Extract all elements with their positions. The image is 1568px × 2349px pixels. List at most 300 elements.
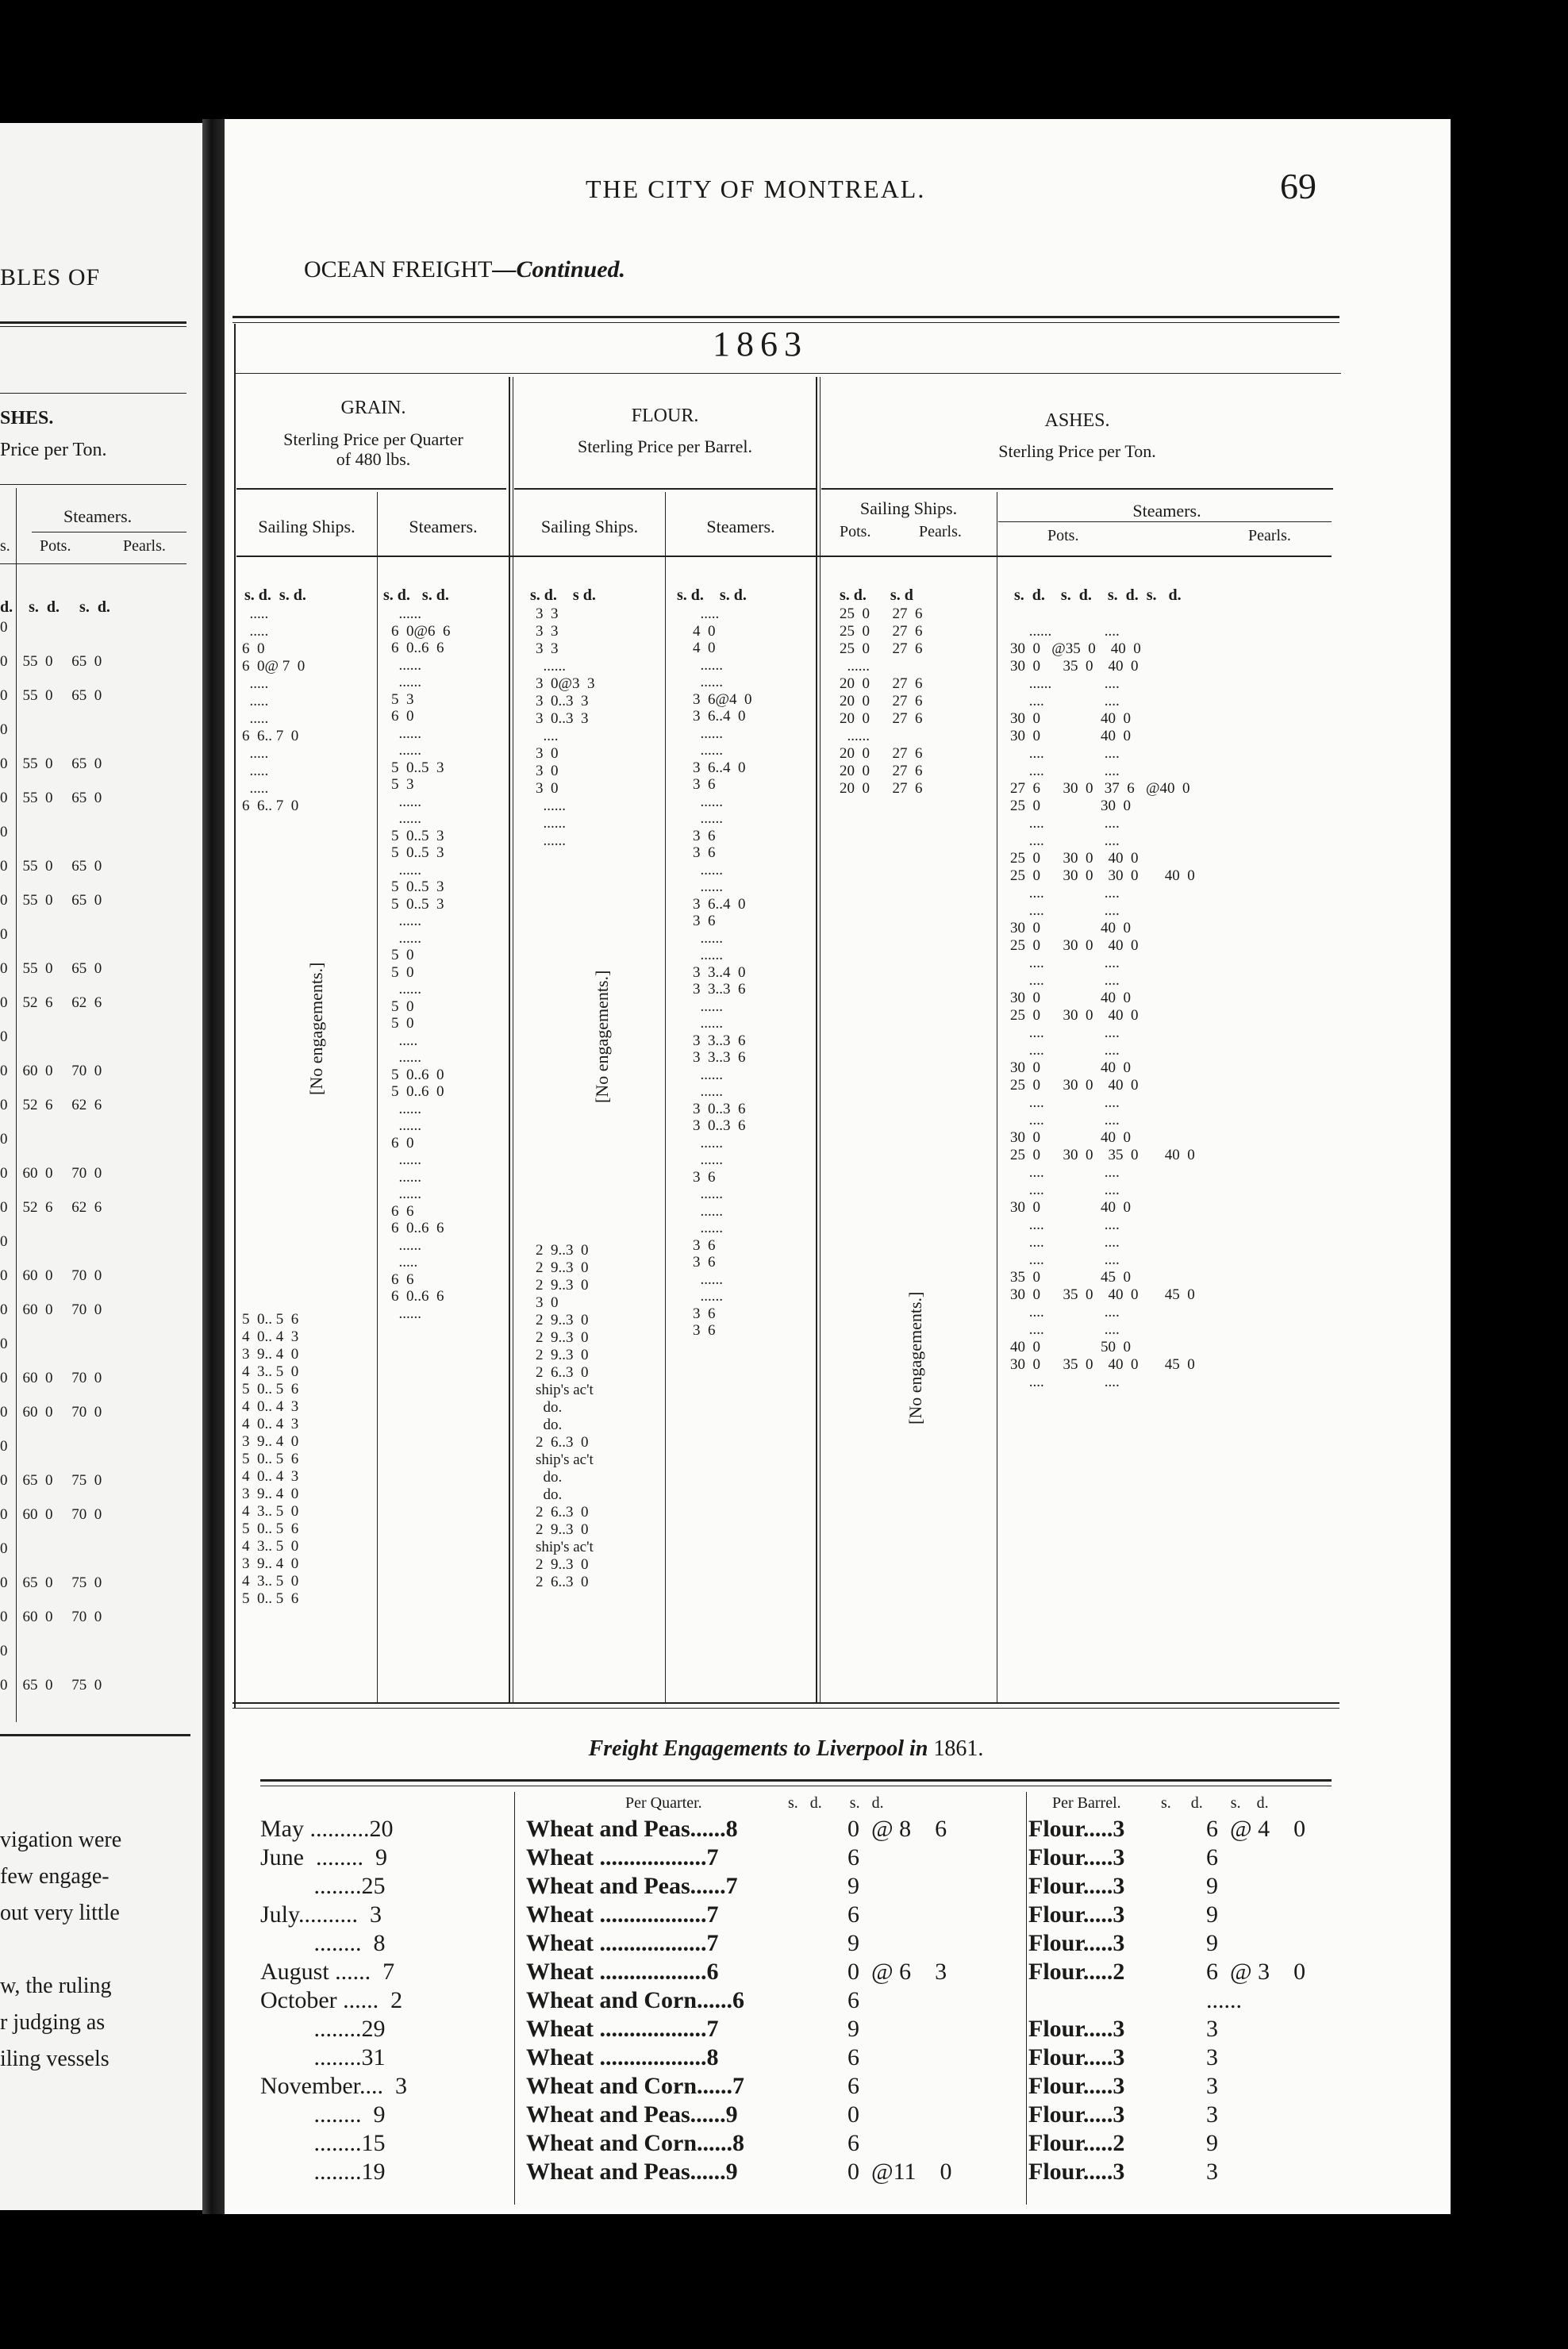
- table-cell: ......: [693, 1202, 723, 1220]
- table-cell: 3 3: [536, 640, 559, 657]
- table-cell: 3 6: [693, 776, 716, 793]
- table-cell: 3 6..4 0: [693, 708, 746, 725]
- table-cell: ......: [693, 878, 723, 895]
- table-cell: 35 0 45 0: [1010, 1269, 1131, 1286]
- table-cell: 0 65 0 75 0: [0, 1677, 102, 1694]
- table-cell: 0 55 0 65 0: [0, 755, 102, 772]
- freight-fprice-cell: 3: [1206, 2073, 1218, 2099]
- table-cell: .... ....: [1010, 955, 1120, 971]
- grain-steamers-header: Steamers.: [409, 517, 478, 536]
- table-cell: 2 9..3 0: [536, 1259, 589, 1276]
- left-pearls: Pearls.: [123, 537, 166, 555]
- table-cell: 30 0 40 0: [1010, 990, 1131, 1006]
- table-cell: 4 0.. 4 3: [242, 1398, 299, 1415]
- table-cell: 4 3.. 5 0: [242, 1503, 299, 1520]
- ashes-steam-sd: s. d. s. d. s. d. s. d.: [1014, 586, 1182, 604]
- table-cell: 25 0 30 0 40 0: [1010, 1077, 1139, 1094]
- table-cell: 3 0: [536, 1294, 559, 1311]
- grain-title: GRAIN.: [340, 398, 406, 418]
- table-cell: 30 0 40 0: [1010, 710, 1131, 727]
- freight-date-cell: ........15: [260, 2130, 386, 2156]
- table-cell: .....: [242, 745, 269, 762]
- grain-no-engagements: [No engagements.]: [306, 962, 326, 1095]
- freight-fprice-cell: 9: [1206, 2130, 1218, 2156]
- table-cell: .... ....: [1010, 1094, 1120, 1111]
- table-cell: .....: [391, 1032, 418, 1049]
- ashes-steam-pearls: Pearls.: [1248, 527, 1291, 544]
- table-cell: 0 52 6 62 6: [0, 994, 102, 1011]
- table-cell: ......: [536, 798, 566, 814]
- table-cell: .... ....: [1010, 815, 1120, 832]
- table-cell: .... ....: [1010, 763, 1120, 779]
- table-cell: 25 0 30 0 40 0: [1010, 937, 1139, 954]
- ashes-no-engagements: [No engagements.]: [905, 1291, 925, 1424]
- freight-price-cell: 9: [847, 1873, 859, 1899]
- table-cell: out very little: [0, 1901, 120, 1925]
- table-cell: ......: [693, 1134, 723, 1151]
- freight-fprice-cell: ......: [1206, 1987, 1242, 2013]
- grain-steam-sd: s. d. s. d.: [383, 586, 449, 604]
- table-cell: 25 0 27 6: [840, 623, 923, 640]
- table-cell: ......: [693, 742, 723, 759]
- freight-price-cell: 6: [847, 2044, 859, 2070]
- freight-fprice-cell: 6 @ 4 0: [1206, 1816, 1306, 1842]
- ashes-title: ASHES.: [1044, 410, 1110, 431]
- table-cell: r judging as: [0, 2010, 106, 2035]
- table-cell: 3 6: [693, 1322, 716, 1339]
- table-cell: do.: [536, 1486, 563, 1503]
- table-cell: 0 55 0 65 0: [0, 790, 102, 806]
- table-cell: 5 0..6 0: [391, 1066, 444, 1083]
- freight-date-cell: July.......... 3: [260, 1901, 382, 1928]
- freight-date-cell: November.... 3: [260, 2073, 407, 2099]
- table-cell: 2 6..3 0: [536, 1504, 589, 1521]
- flour-no-engagements: [No engagements.]: [592, 970, 612, 1103]
- freight-price-cell: 0: [847, 2101, 859, 2128]
- table-cell: 4 0: [693, 640, 716, 656]
- table-year: 1863: [713, 325, 808, 363]
- table-cell: ......: [391, 810, 421, 827]
- table-cell: 0: [0, 1028, 8, 1045]
- table-cell: 5 0.. 5 6: [242, 1451, 299, 1467]
- table-cell: .... ....: [1010, 1217, 1120, 1233]
- table-cell: ......: [391, 1151, 421, 1168]
- table-cell: 6 0@6 6: [391, 622, 451, 640]
- table-cell: 6 6: [391, 1202, 414, 1220]
- table-cell: .....: [242, 675, 269, 692]
- freight-price-cell: 6: [847, 1901, 859, 1928]
- table-cell: 6 0: [391, 708, 414, 725]
- freight-date-cell: ........29: [260, 2016, 386, 2042]
- freight-price-cell: 6: [847, 2073, 859, 2099]
- table-cell: 3 3..3 6: [693, 1032, 746, 1049]
- freight-date-cell: ........25: [260, 1873, 386, 1899]
- table-cell: .... ....: [1010, 832, 1120, 849]
- table-cell: 3 6..4 0: [693, 759, 746, 776]
- table-cell: 6 0@ 7 0: [242, 658, 306, 675]
- table-cell: 0 65 0 75 0: [0, 1472, 102, 1489]
- left-sd-row: d. s. d. s. d.: [0, 598, 110, 616]
- table-cell: .... ....: [1010, 1321, 1120, 1338]
- freight-fprice-cell: 9: [1206, 1901, 1218, 1928]
- flour-subtitle: Sterling Price per Barrel.: [578, 436, 752, 456]
- table-cell: ......: [391, 1305, 421, 1322]
- flour-sail-sd: s. d. s d.: [530, 586, 596, 604]
- freight-date-cell: August ...... 7: [260, 1959, 395, 1985]
- table-cell: ......: [391, 742, 421, 759]
- ashes-sail-sd: s. d. s. d: [840, 586, 913, 604]
- table-cell: .....: [242, 710, 269, 727]
- table-cell: 30 0 40 0: [1010, 1129, 1131, 1146]
- left-steamers: Steamers.: [63, 506, 133, 526]
- table-cell: 0 55 0 65 0: [0, 892, 102, 909]
- table-cell: 5 0.. 5 6: [242, 1311, 299, 1328]
- table-cell: 27 6 30 0 37 6 @40 0: [1010, 780, 1190, 797]
- table-cell: 6 0: [242, 640, 265, 657]
- table-cell: 20 0 27 6: [840, 780, 923, 797]
- ashes-subtitle: Sterling Price per Ton.: [998, 441, 1156, 461]
- table-cell: .... ....: [1010, 1234, 1120, 1251]
- table-cell: ......: [391, 606, 421, 622]
- freight-fprice-cell: 6: [1206, 1844, 1218, 1870]
- table-cell: 6 0: [391, 1134, 414, 1151]
- table-cell: 30 0 35 0 40 0 45 0: [1010, 1356, 1195, 1373]
- table-cell: 6 0..6 6: [391, 1220, 444, 1236]
- table-cell: 0 52 6 62 6: [0, 1097, 102, 1113]
- grain-sailing-header: Sailing Ships.: [258, 517, 355, 536]
- grain-subtitle: Sterling Price per Quarter: [283, 429, 463, 449]
- freight-fprice-cell: 3: [1206, 2044, 1218, 2070]
- table-cell: 40 0 50 0: [1010, 1339, 1131, 1355]
- table-cell: 25 0 30 0 30 0 40 0: [1010, 867, 1195, 884]
- freight-cargo-cell: Wheat ..................8: [526, 2044, 719, 2070]
- table-cell: ......: [693, 1015, 723, 1032]
- table-cell: 25 0 30 0 40 0: [1010, 1007, 1139, 1024]
- table-cell: ......: [391, 725, 421, 742]
- table-cell: 30 0 40 0: [1010, 1059, 1131, 1076]
- table-cell: 3 9.. 4 0: [242, 1555, 299, 1572]
- table-cell: ......: [693, 1186, 723, 1202]
- table-cell: 30 0 35 0 40 0 45 0: [1010, 1286, 1195, 1303]
- table-cell: 25 0 30 0 35 0 40 0: [1010, 1147, 1195, 1163]
- freight-date-cell: ........31: [260, 2044, 386, 2070]
- table-cell: ......: [391, 1168, 421, 1186]
- table-cell: ......: [391, 981, 421, 998]
- table-cell: .... ....: [1010, 693, 1120, 709]
- table-cell: 3 3..3 6: [693, 1049, 746, 1066]
- table-cell: ......: [536, 832, 566, 849]
- table-cell: ......: [693, 1288, 723, 1305]
- freight-flour-cell: Flour.....3: [1028, 2044, 1125, 2070]
- table-cell: ......: [693, 861, 723, 878]
- table-cell: ......: [391, 1117, 421, 1134]
- table-cell: 3 0..3 3: [536, 693, 589, 709]
- table-cell: ......: [693, 656, 723, 674]
- table-cell: 0 60 0 70 0: [0, 1506, 102, 1523]
- flour-steamers-header: Steamers.: [706, 517, 775, 536]
- table-cell: 3 0..3 3: [536, 710, 589, 727]
- table-cell: 3 6: [693, 827, 716, 844]
- freight-price-cell: 6: [847, 1987, 859, 2013]
- table-cell: 20 0 27 6: [840, 693, 923, 709]
- table-cell: do.: [536, 1417, 563, 1433]
- table-cell: .....: [693, 606, 720, 622]
- table-cell: 0 55 0 65 0: [0, 858, 102, 875]
- table-cell: 2 9..3 0: [536, 1312, 589, 1328]
- table-cell: ship's ac't: [536, 1382, 594, 1398]
- table-cell: 3 6: [693, 1168, 716, 1186]
- table-cell: 3 6: [693, 913, 716, 929]
- table-cell: 0: [0, 926, 8, 943]
- table-cell: ......: [840, 728, 870, 744]
- flour-sailing-header: Sailing Ships.: [540, 517, 639, 536]
- freight-flour-cell: Flour.....3: [1028, 2073, 1125, 2099]
- table-cell: ship's ac't: [536, 1539, 594, 1555]
- freight-price-cell: 0 @ 8 6: [847, 1816, 947, 1842]
- table-cell: 5 0..6 0: [391, 1083, 444, 1100]
- table-cell: 5 0: [391, 1015, 414, 1032]
- freight-cargo-cell: Wheat and Peas......9: [526, 2101, 738, 2128]
- freight-price-cell: 0 @ 6 3: [847, 1959, 947, 1985]
- table-cell: ......: [840, 658, 870, 675]
- table-cell: 0 60 0 70 0: [0, 1404, 102, 1421]
- freight-flour-cell: Flour.....3: [1028, 1901, 1125, 1928]
- table-cell: ......: [536, 658, 566, 675]
- table-cell: 0 55 0 65 0: [0, 687, 102, 704]
- table-cell: 3 6..4 0: [693, 895, 746, 913]
- table-cell: do.: [536, 1399, 563, 1416]
- freight-price-cell: 6: [847, 1844, 859, 1870]
- freight-cargo-cell: Wheat and Corn......8: [526, 2130, 745, 2156]
- table-cell: .... ....: [1010, 1251, 1120, 1268]
- table-cell: vigation were: [0, 1828, 122, 1852]
- table-cell: .... ....: [1010, 972, 1120, 989]
- table-cell: 3 0: [536, 780, 559, 797]
- table-cell: 20 0 27 6: [840, 710, 923, 727]
- freight-flour-cell: Flour.....3: [1028, 1844, 1125, 1870]
- previous-page: [0, 123, 202, 2210]
- flour-title: FLOUR.: [631, 406, 699, 426]
- table-cell: 0 60 0 70 0: [0, 1267, 102, 1284]
- table-cell: 3 0..3 6: [693, 1100, 746, 1117]
- table-cell: 3 0@3 3: [536, 675, 595, 692]
- table-cell: 3 6: [693, 844, 716, 861]
- table-cell: 25 0 30 0: [1010, 798, 1131, 814]
- table-cell: ......: [693, 1271, 723, 1288]
- table-cell: .....: [391, 1254, 418, 1271]
- freight-flour-cell: Flour.....3: [1028, 2159, 1125, 2185]
- table-cell: .... ....: [1010, 1112, 1120, 1128]
- table-cell: 4 0: [693, 622, 716, 640]
- table-cell: 0: [0, 1336, 8, 1352]
- table-cell: 0 65 0 75 0: [0, 1574, 102, 1591]
- freight-flour-cell: Flour.....2: [1028, 1959, 1125, 1985]
- ashes-sailing-header: Sailing Ships.: [859, 498, 958, 518]
- table-cell: few engage-: [0, 1864, 110, 1889]
- ashes-sail-pearls: Pearls.: [919, 523, 962, 540]
- table-cell: 5 0: [391, 998, 414, 1015]
- table-cell: 2 9..3 0: [536, 1277, 589, 1294]
- table-cell: 5 0..5 3: [391, 878, 444, 895]
- freight-cargo-cell: Wheat and Peas......7: [526, 1873, 738, 1899]
- freight-date-cell: May ..........20: [260, 1816, 394, 1842]
- freight-fprice-cell: 3: [1206, 2159, 1218, 2185]
- table-cell: 5 0..5 3: [391, 844, 444, 861]
- table-cell: 3 0..3 6: [693, 1117, 746, 1134]
- table-cell: 6 6.. 7 0: [242, 798, 299, 814]
- table-cell: .... ....: [1010, 1374, 1120, 1390]
- table-cell: 0: [0, 824, 8, 840]
- table-cell: .....: [242, 623, 269, 640]
- table-cell: 0 60 0 70 0: [0, 1063, 102, 1079]
- ashes-steamers-header: Steamers.: [1132, 501, 1201, 521]
- per-quarter: Per Quarter.: [625, 1794, 702, 1812]
- freight-cargo-cell: Wheat ..................7: [526, 1844, 719, 1870]
- table-cell: 0: [0, 1131, 8, 1148]
- page-number: 69: [1280, 166, 1316, 206]
- table-cell: 5 0..5 3: [391, 759, 444, 776]
- table-cell: ......: [391, 861, 421, 878]
- table-cell: 0: [0, 721, 8, 738]
- table-cell: 3 3..4 0: [693, 963, 746, 981]
- table-cell: 2 9..3 0: [536, 1521, 589, 1538]
- table-cell: ......: [391, 674, 421, 690]
- freight-date-cell: October ...... 2: [260, 1987, 403, 2013]
- table-cell: 20 0 27 6: [840, 675, 923, 692]
- table-cell: 0 55 0 65 0: [0, 960, 102, 977]
- freight-1861-title: Freight Engagements to Liverpool in 1861.: [588, 1736, 984, 1761]
- freight-flour-cell: Flour.....2: [1028, 2130, 1125, 2156]
- table-cell: .....: [242, 763, 269, 779]
- table-cell: 2 9..3 0: [536, 1556, 589, 1573]
- table-cell: ship's ac't: [536, 1451, 594, 1468]
- table-cell: 2 6..3 0: [536, 1364, 589, 1381]
- table-cell: .... ....: [1010, 1025, 1120, 1041]
- book-gutter: [202, 119, 225, 2214]
- table-cell: 6 0..6 6: [391, 640, 444, 656]
- table-cell: 3 3..3 6: [693, 981, 746, 998]
- table-cell: .... ....: [1010, 902, 1120, 919]
- table-cell: 5 0..5 3: [391, 827, 444, 844]
- freight-date-cell: June ........ 9: [260, 1844, 387, 1870]
- table-cell: 20 0 27 6: [840, 745, 923, 762]
- table-cell: ......: [693, 1151, 723, 1168]
- table-cell: 4 3.. 5 0: [242, 1363, 299, 1380]
- freight-cargo-cell: Wheat ..................7: [526, 1901, 719, 1928]
- freight-cargo-cell: Wheat and Corn......7: [526, 2073, 745, 2099]
- freight-price-cell: 6: [847, 2130, 859, 2156]
- table-cell: 2 6..3 0: [536, 1574, 589, 1590]
- table-cell: 25 0 30 0 40 0: [1010, 850, 1139, 867]
- table-cell: 0: [0, 1438, 8, 1455]
- table-cell: ......: [391, 656, 421, 674]
- freight-price-cell: 9: [847, 1930, 859, 1956]
- table-cell: 4 0.. 4 3: [242, 1468, 299, 1485]
- table-cell: ......: [693, 998, 723, 1015]
- freight-flour-cell: Flour.....3: [1028, 1816, 1125, 1842]
- table-cell: 3 3: [536, 606, 559, 622]
- table-cell: 3 9.. 4 0: [242, 1486, 299, 1502]
- table-cell: ......: [693, 1220, 723, 1236]
- table-cell: 3 6: [693, 1305, 716, 1322]
- table-cell: ......: [391, 1100, 421, 1117]
- table-cell: ......: [391, 1186, 421, 1202]
- table-cell: 3 9.. 4 0: [242, 1346, 299, 1363]
- freight-flour-cell: Flour.....3: [1028, 2016, 1125, 2042]
- table-cell: 3 6: [693, 1254, 716, 1271]
- table-cell: 4 3.. 5 0: [242, 1573, 299, 1590]
- table-cell: 0 60 0 70 0: [0, 1165, 102, 1182]
- page: [225, 119, 1451, 2214]
- table-cell: .... ....: [1010, 1304, 1120, 1321]
- left-s-col: s.: [0, 537, 10, 555]
- table-cell: 0 60 0 70 0: [0, 1370, 102, 1386]
- table-cell: 2 6..3 0: [536, 1434, 589, 1451]
- ashes-steam-pots: Pots.: [1047, 527, 1079, 544]
- table-cell: 0: [0, 1643, 8, 1659]
- freight-price-cell: 9: [847, 2016, 859, 2042]
- per-barrel: Per Barrel.: [1052, 1794, 1121, 1812]
- freight-fprice-cell: 3: [1206, 2016, 1218, 2042]
- table-cell: .... ....: [1010, 1164, 1120, 1181]
- table-cell: 4 3.. 5 0: [242, 1538, 299, 1555]
- table-cell: ......: [693, 929, 723, 947]
- table-cell: 30 0 40 0: [1010, 728, 1131, 744]
- table-cell: 3 9.. 4 0: [242, 1433, 299, 1450]
- table-cell: ......: [693, 1066, 723, 1083]
- table-cell: 20 0 27 6: [840, 763, 923, 779]
- table-cell: ......: [391, 793, 421, 810]
- table-cell: .... ....: [1010, 1182, 1120, 1198]
- table-cell: ......: [693, 947, 723, 963]
- table-cell: ......: [693, 725, 723, 742]
- table-cell: 6 0..6 6: [391, 1288, 444, 1305]
- table-cell: 5 3: [391, 690, 414, 708]
- table-cell: .....: [242, 606, 269, 622]
- freight-cargo-cell: Wheat and Peas......8: [526, 1816, 738, 1842]
- table-cell: 2 9..3 0: [536, 1329, 589, 1346]
- table-cell: .... ....: [1010, 745, 1120, 762]
- freight-flour-cell: Flour.....3: [1028, 1873, 1125, 1899]
- freight-date-cell: ........ 8: [260, 1930, 386, 1956]
- table-cell: 5 0.. 5 6: [242, 1521, 299, 1537]
- freight-fprice-cell: 3: [1206, 2101, 1218, 2128]
- running-title: THE CITY OF MONTREAL.: [586, 175, 926, 203]
- table-cell: 30 0 40 0: [1010, 920, 1131, 936]
- table-cell: 5 0: [391, 947, 414, 963]
- table-cell: 30 0 @35 0 40 0: [1010, 640, 1141, 657]
- table-cell: 30 0 35 0 40 0: [1010, 658, 1139, 675]
- freight-fprice-cell: 9: [1206, 1930, 1218, 1956]
- grain-sail-sd: s. d. s. d.: [244, 586, 306, 604]
- freight-cargo-cell: Wheat ..................6: [526, 1959, 719, 1985]
- left-pots: Pots.: [40, 537, 71, 555]
- section-heading: OCEAN FREIGHT—Continued.: [304, 256, 626, 283]
- table-cell: 3 0: [536, 745, 559, 762]
- table-cell: 0: [0, 1233, 8, 1250]
- table-cell: 3 0: [536, 763, 559, 779]
- grain-subtitle-2: of 480 lbs.: [336, 449, 411, 469]
- table-cell: 3 6: [693, 1236, 716, 1254]
- table-cell: 30 0 40 0: [1010, 1199, 1131, 1216]
- per-barrel-sd: s. d. s. d.: [1161, 1794, 1269, 1812]
- ashes-sail-pots: Pots.: [840, 523, 871, 540]
- table-cell: 2 9..3 0: [536, 1242, 589, 1259]
- flour-steam-sd: s. d. s. d.: [677, 586, 747, 604]
- left-col-title: SHES.: [0, 408, 54, 429]
- table-cell: ......: [693, 793, 723, 810]
- table-cell: ...... ....: [1010, 623, 1120, 640]
